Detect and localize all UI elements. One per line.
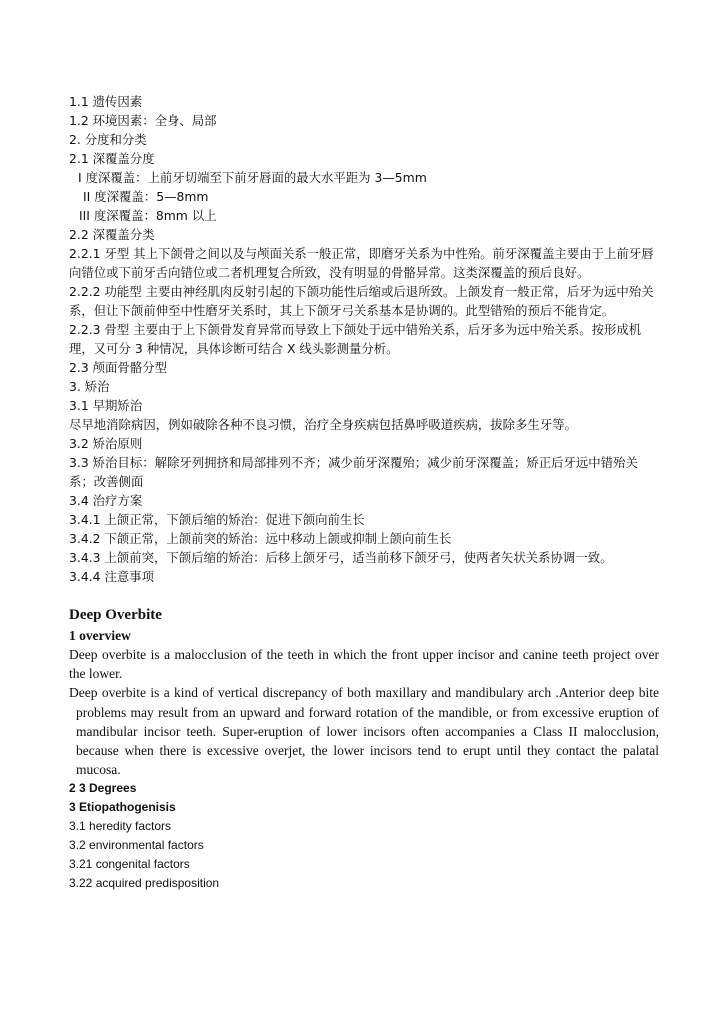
english-section — [69, 604, 659, 893]
paragraph-3-3: 3.3 矫治目标：解除牙列拥挤和局部排列不齐；减少前牙深覆殆；减少前牙深覆盖；矫正后牙远中错殆关系；改善侧面 — [69, 455, 638, 489]
item-3-4-4: 3.4.4 注意事项 — [69, 569, 155, 584]
section-title: Deep Overbite — [69, 607, 162, 623]
chinese-section — [69, 92, 659, 586]
overview-paragraph-1: Deep overbite is a malocclusion of the teeth in which the front upper incisor and canine teeth project over the lower. — [69, 647, 659, 682]
paragraph-2-2-2: 2.2.2 功能型 主要由神经肌肉反射引起的下颌功能性后缩或后退所致。上颌发育一般正常，后牙为远中殆关系，但让下颌前伸至中性磨牙关系时，其上下颌牙弓关系基本是协调的。此型错殆的预后不能肯定。 — [69, 284, 654, 318]
paragraph-2-2-3: 2.2.3 骨型 主要由于上下颌骨发育异常而导致上下颌处于远中错殆关系，后牙多为远中殆关系。按形成机理，又可分 3 种情况，具体诊断可结合 X 线头影测量分析。 — [69, 322, 642, 356]
item-3-4-2: 3.4.2 下颌正常，上颌前突的矫治：远中移动上颌或抑制上颌向前生长 — [69, 531, 452, 546]
heading-2: 2. 分度和分类 — [69, 132, 147, 147]
list-item: 3.1 heredity factors — [69, 819, 172, 834]
overview-paragraph-2: Deep overbite is a kind of vertical discrepancy of both maxillary and mandibulary arch .Anterior deep bite problems may result from an upward and forward rotation of the mandible, or from excessive eruption of mandibular incisor teeth. Super-eruption of lower incisors often accompanies a Class II malocclusion, because when there is excessive overjet, the lower incisors tend to erupt until they contact the palatal mucosa. — [69, 685, 659, 778]
item-3-4-3: 3.4.3 上颌前突，下颌后缩的矫治：后移上颌牙弓，适当前移下颌牙弓，使两者矢状关系协调一致。 — [69, 550, 613, 565]
heading-3-4: 3.4 治疗方案 — [69, 493, 143, 508]
degree-2-line: II 度深覆盖：5—8mm — [83, 189, 209, 204]
paragraph-2-2-1: 2.2.1 牙型 其上下颌骨之间以及与颅面关系一般正常，即磨牙关系为中性殆。前牙深覆盖主要由于上前牙唇向错位或下前牙舌向错位或二者机理复合所致，没有明显的骨骼异常。这类深覆盖的预后良好。 — [69, 246, 654, 280]
heading-3-1: 3.1 早期矫治 — [69, 398, 143, 413]
heading-2-1: 2.1 深覆盖分度 — [69, 151, 155, 166]
heading-3: 3. 矫治 — [69, 379, 110, 394]
heading-3-2: 3.2 矫治原则 — [69, 436, 143, 451]
list-item: 3.22 acquired predisposition — [69, 876, 220, 891]
item-3-4-1: 3.4.1 上颌正常，下颌后缩的矫治：促进下颌向前生长 — [69, 512, 365, 527]
list-item: 3.2 environmental factors — [69, 838, 204, 853]
paragraph-3-1: 尽早地消除病因，例如破除各种不良习惯，治疗全身疾病包括鼻呼吸道疾病，拔除多生牙等。 — [69, 417, 578, 432]
etiopathogenisis-heading: 3 Etiopathogenisis — [69, 800, 176, 815]
document-page — [69, 92, 659, 893]
heading-1-1: 1.1 遗传因素 — [69, 94, 143, 109]
degrees-heading: 2 3 Degrees — [69, 781, 137, 796]
heading-2-2: 2.2 深覆盖分类 — [69, 227, 155, 242]
heading-2-3: 2.3 颅面骨骼分型 — [69, 360, 167, 375]
degree-3-line: III 度深覆盖：8mm 以上 — [79, 208, 217, 223]
degree-1-line: I 度深覆盖：上前牙切端至下前牙唇面的最大水平距为 3—5mm — [78, 170, 427, 185]
list-item: 3.21 congenital factors — [69, 857, 190, 872]
heading-1-2: 1.2 环境因素：全身、局部 — [69, 113, 217, 128]
overview-heading: 1 overview — [69, 628, 131, 643]
section-gap — [69, 586, 659, 604]
